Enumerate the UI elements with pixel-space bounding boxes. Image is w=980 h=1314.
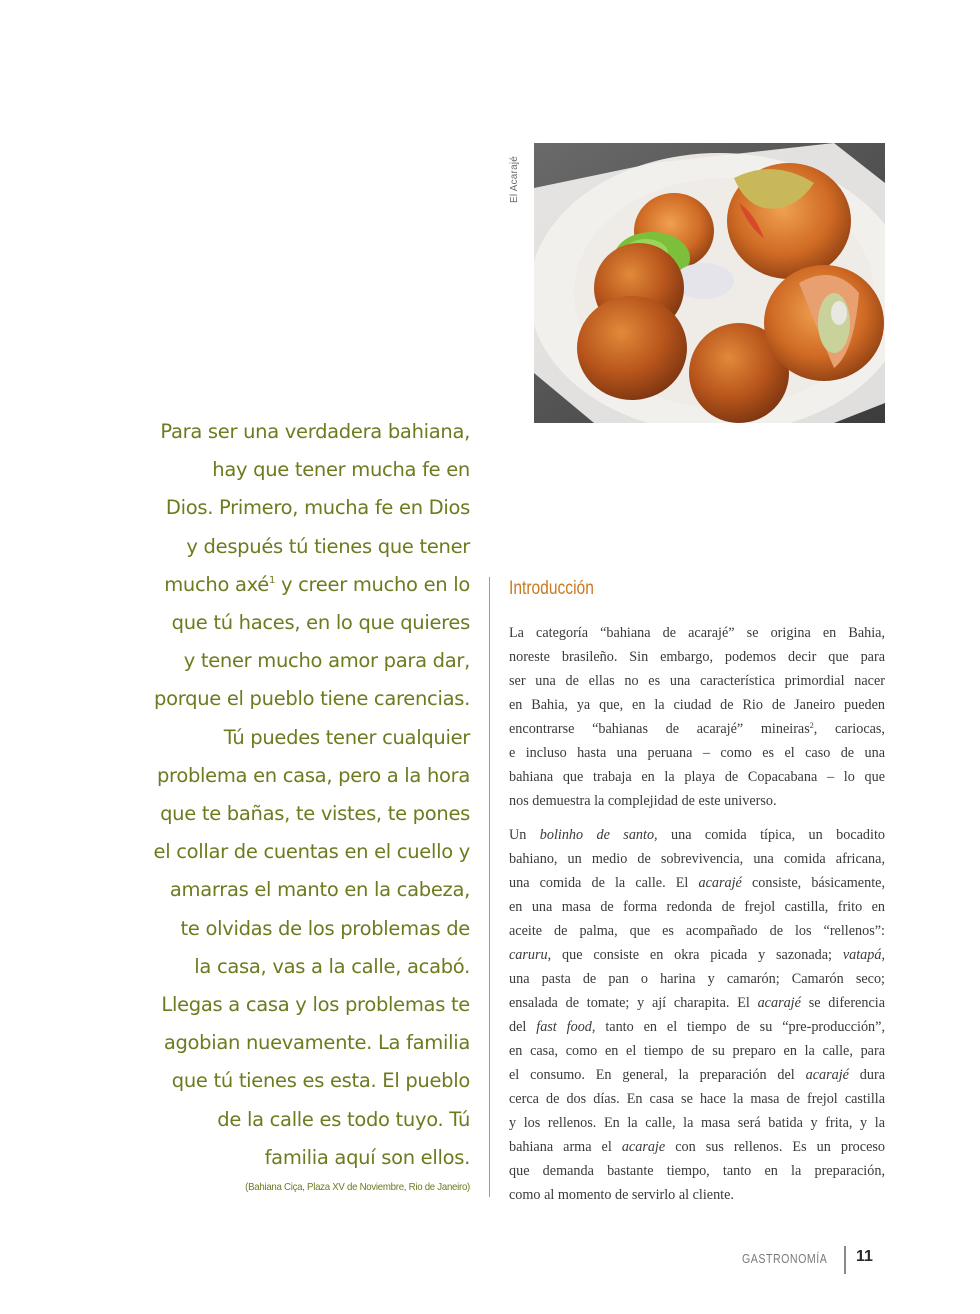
text-span: con sus rellenos. Es un proceso	[665, 1139, 885, 1155]
paragraph-2	[509, 823, 885, 1207]
text-span: tanto en el tiempo de su “pre-producción”,	[595, 1019, 885, 1035]
text-line: La categoría “bahiana de acarajé” se origina en Bahia,	[509, 625, 885, 641]
quote-line: Tú puedes tener cualquier	[223, 725, 470, 749]
page-number: 11	[856, 1248, 873, 1265]
text-line: ser una de ellas no es una característica primordial nacer	[509, 673, 885, 689]
text-line	[509, 943, 885, 967]
italic-term: acarajé	[757, 995, 801, 1011]
quote-line: y después tú tienes que tener	[186, 534, 470, 558]
photo-caption: El Acarajé	[509, 155, 520, 203]
text-span: una comida típica, un bocadito	[657, 827, 885, 843]
text-line	[509, 871, 885, 895]
quote-line: amarras el manto en la cabeza,	[169, 878, 470, 902]
italic-term: acarajé	[698, 875, 742, 891]
text-line: una pasta de pan o harina y camarón; Camarón seco;	[509, 971, 885, 987]
text-line: y los rellenos. En la calle, la masa será batida y frita, y la	[509, 1115, 885, 1131]
pull-quote	[130, 413, 470, 1177]
quote-line: el collar de cuentas en el cuello y	[153, 840, 470, 864]
paragraph-1	[509, 621, 885, 813]
quote-line: familia aquí son ellos.	[264, 1145, 470, 1169]
text-span: el consumo. En general, la preparación del	[509, 1067, 806, 1083]
quote-line: Llegas a casa y los problemas te	[161, 993, 470, 1017]
text-line	[509, 1015, 885, 1039]
text-line: noreste brasileño. Sin embargo, podemos decir que para	[509, 649, 885, 665]
text-line	[509, 991, 885, 1015]
quote-line: Dios. Primero, mucha fe en Dios	[165, 496, 470, 520]
italic-term: vatapá,	[842, 947, 885, 963]
text-line: cerca de dos días. En casa se hace la masa de frejol castilla	[509, 1091, 885, 1107]
text-line: como al momento de servirlo al cliente.	[509, 1187, 734, 1203]
quote-line: te olvidas de los problemas de	[180, 916, 470, 940]
quote-line: que tú tienes es esta. El pueblo	[171, 1069, 470, 1093]
quote-line: la casa, vas a la calle, acabó.	[194, 954, 470, 978]
text-span: , cariocas,	[813, 721, 885, 737]
footer-section-name: GASTRONOMÍA	[742, 1252, 828, 1266]
quote-line: que tú haces, en lo que quieres	[171, 611, 470, 635]
text-span: Un	[509, 827, 540, 843]
footnote-ref: 2	[809, 721, 814, 730]
text-span: encontrarse “bahianas de acarajé” mineiras	[509, 721, 810, 737]
quote-line: que te bañas, te vistes, te pones	[160, 802, 470, 826]
text-line: en casa, como en el tiempo de su preparo en la calle, para	[509, 1043, 885, 1059]
quote-line: y tener mucho amor para dar,	[183, 649, 470, 673]
quote-text: mucho axé	[164, 572, 269, 596]
quote-line: problema en casa, pero a la hora	[156, 763, 470, 787]
quote-text: y creer mucho en lo	[275, 572, 470, 596]
text-line: aceite de palma, que es acompañado de los “rellenos”:	[509, 923, 885, 939]
column-divider	[489, 577, 490, 1197]
quote-line: agobian nuevamente. La familia	[163, 1031, 470, 1055]
text-span: que consiste en okra picada y sazonada;	[551, 947, 843, 963]
acaraje-photo	[534, 143, 885, 423]
italic-term: fast food,	[536, 1019, 596, 1035]
text-span: se diferencia	[800, 995, 885, 1011]
section-heading: Introducción	[509, 578, 594, 599]
footnote-ref: 1	[269, 574, 276, 586]
acaraje-photo-illustration	[534, 143, 885, 423]
italic-term: acarajé	[805, 1067, 849, 1083]
quote-line: porque el pueblo tiene carencias.	[154, 687, 470, 711]
text-line	[509, 1063, 885, 1087]
text-line: en una masa de forma redonda de frejol castilla, frito en	[509, 899, 885, 915]
text-span: consiste, básicamente,	[741, 875, 885, 891]
quote-attribution: (Bahiana Ciça, Plaza XV de Noviembre, Rio de Janeiro)	[245, 1181, 470, 1193]
italic-term: caruru,	[509, 947, 552, 963]
text-span: una comida de la calle. El	[509, 875, 699, 891]
text-line	[509, 1135, 885, 1159]
text-line	[509, 717, 885, 741]
text-span: del	[509, 1019, 537, 1035]
text-line: e incluso hasta una peruana – como es el caso de una	[509, 745, 885, 761]
text-line	[509, 823, 885, 847]
text-span: ensalada de tomate; y ají charapita. El	[509, 995, 758, 1011]
text-span: dura	[848, 1067, 886, 1083]
text-line: en Bahia, ya que, en la ciudad de Rio de Janeiro pueden	[509, 697, 885, 713]
text-line: bahiano, un medio de sobrevivencia, una comida africana,	[509, 851, 885, 867]
quote-line	[130, 566, 470, 604]
quote-line: de la calle es todo tuyo. Tú	[217, 1107, 470, 1131]
text-line: nos demuestra la complejidad de este universo.	[509, 793, 777, 809]
text-span: bahiana arma el	[509, 1139, 622, 1155]
footer-divider	[844, 1246, 846, 1274]
italic-term: acaraje	[621, 1139, 666, 1155]
text-line: bahiana que trabaja en la playa de Copacabana – lo que	[509, 769, 885, 785]
quote-line: Para ser una verdadera bahiana,	[160, 420, 470, 443]
text-line: que demanda bastante tiempo, tanto en la preparación,	[509, 1163, 885, 1179]
italic-term: bolinho de santo,	[539, 827, 658, 843]
quote-line: hay que tener mucha fe en	[212, 458, 470, 482]
